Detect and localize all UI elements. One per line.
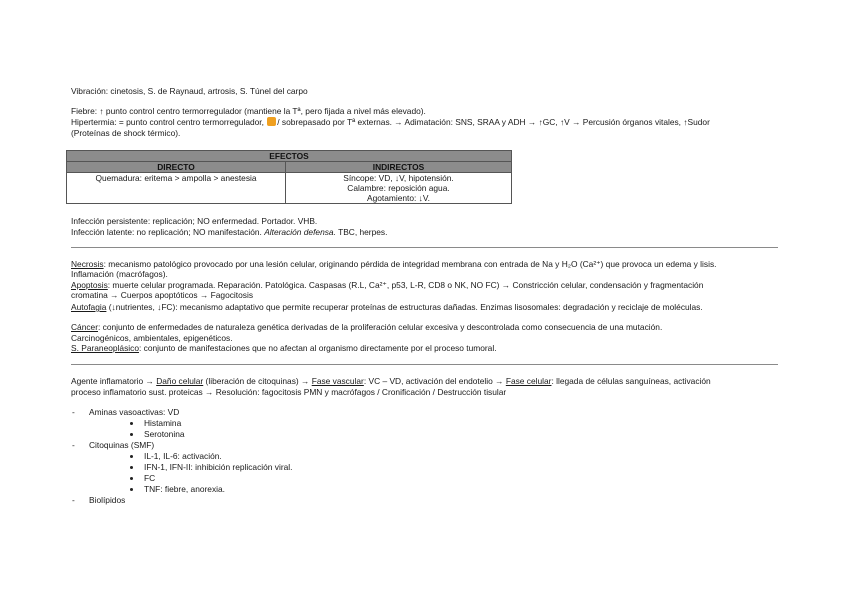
dash-bullet: -: [72, 495, 75, 505]
apoptosis-line-2: cromatina → Cuerpos apoptóticos → Fagocitosis: [71, 290, 254, 300]
bullet-dot: [130, 488, 133, 491]
paraneoplasico-line: S. Paraneoplásico: conjunto de manifestaciones que no afectan al organismo directamente por el proceso tumoral.: [71, 343, 497, 353]
bullet-dot: [130, 455, 133, 458]
autofagia-line: Autofagia (↓nutrientes, ↓FC): mecanismo adaptativo que permite recuperar proteínas de estructuras dañadas. Enzimas lisosomales: degradación y reciclaje de moléculas.: [71, 302, 703, 312]
list-subitem: Serotonina: [144, 429, 185, 439]
bullet-dot: [130, 466, 133, 469]
list-subitem: TNF: fiebre, anorexia.: [144, 484, 225, 494]
infeccion-persistente: Infección persistente: replicación; NO enfermedad. Portador. VHB.: [71, 216, 318, 226]
list-item: Citoquinas (SMF): [89, 440, 155, 450]
agente-line-2: proceso inflamatorio sust. proteicas → Resolución: fagocitosis PMN y macrófagos / Cronificación / Destrucción tisular: [71, 387, 507, 397]
col-directo: DIRECTO: [67, 162, 286, 173]
fiebre-line: Fiebre: ↑ punto control centro termorregulador (mantiene la Tª, pero fijada a nivel más elevado).: [71, 106, 426, 116]
vibracion-line: Vibración: cinetosis, S. de Raynaud, artrosis, S. Túnel del carpo: [71, 86, 308, 96]
list-item: Biolípidos: [89, 495, 126, 505]
dash-bullet: -: [72, 407, 75, 417]
list-subitem: IL-1, IL-6: activación.: [144, 451, 222, 461]
list-subitem: FC: [144, 473, 156, 483]
carcinogenicos-line: Carcinogénicos, ambientales, epigenéticos.: [71, 333, 233, 343]
col-indirectos: INDIRECTOS: [286, 162, 512, 173]
list-item: Aminas vasoactivas: VD: [89, 407, 180, 417]
indirectos-cell: Síncope: VD, ↓V, hipotensión. Calambre: reposición agua. Agotamiento: ↓V.: [286, 173, 512, 204]
list-subitem: IFN-1, IFN-II: inhibición replicación viral.: [144, 462, 293, 472]
hipertermia-line-2: (Proteínas de shock térmico).: [71, 128, 181, 138]
inflamacion-line: Inflamación (macrófagos).: [71, 269, 168, 279]
directo-cell: Quemadura: eritema > ampolla > anestesia: [67, 173, 286, 204]
list-subitem: Histamina: [144, 418, 182, 428]
effects-title: EFECTOS: [67, 151, 512, 162]
necrosis-line: Necrosis: mecanismo patológico provocado por una lesión celular, originando pérdida de integridad membrana con entrada de Na y H₂O (Ca²⁺) que provoca un edema y lisis.: [71, 259, 717, 269]
dash-bullet: -: [72, 440, 75, 450]
divider: [71, 247, 778, 248]
effects-table: [66, 150, 512, 204]
bullet-dot: [130, 433, 133, 436]
bullet-dot: [130, 477, 133, 480]
hipertermia-line: Hipertermia: = punto control centro termorregulador, / sobrepasado por Tª externas. → Adimatación: SNS, SRAA y ADH → ↑GC, ↑V → Percusión órganos vitales, ↑Sudor: [71, 117, 710, 127]
cancer-line: Cáncer: conjunto de enfermedades de naturaleza genética derivadas de la proliferación celular excesiva y descontrolada como consecuencia de una mutación.: [71, 322, 663, 332]
apoptosis-line: Apoptosis: muerte celular programada. Reparación. Patológica. Caspasas (R.L, Ca²⁺, p53, L-R, CD8 o NK, NO FC) → Constricción celular, condensación y fragmentación: [71, 280, 704, 290]
warning-icon: [267, 117, 276, 126]
agente-line: Agente inflamatorio → Daño celular (liberación de citoquinas) → Fase vascular: VC – VD, activación del endotelio → Fase celular: llegada de células sanguíneas, activación: [71, 376, 711, 386]
infeccion-latente: Infección latente: no replicación; NO manifestación. Alteración defensa. TBC, herpes.: [71, 227, 388, 237]
divider: [71, 364, 778, 365]
bullet-dot: [130, 422, 133, 425]
